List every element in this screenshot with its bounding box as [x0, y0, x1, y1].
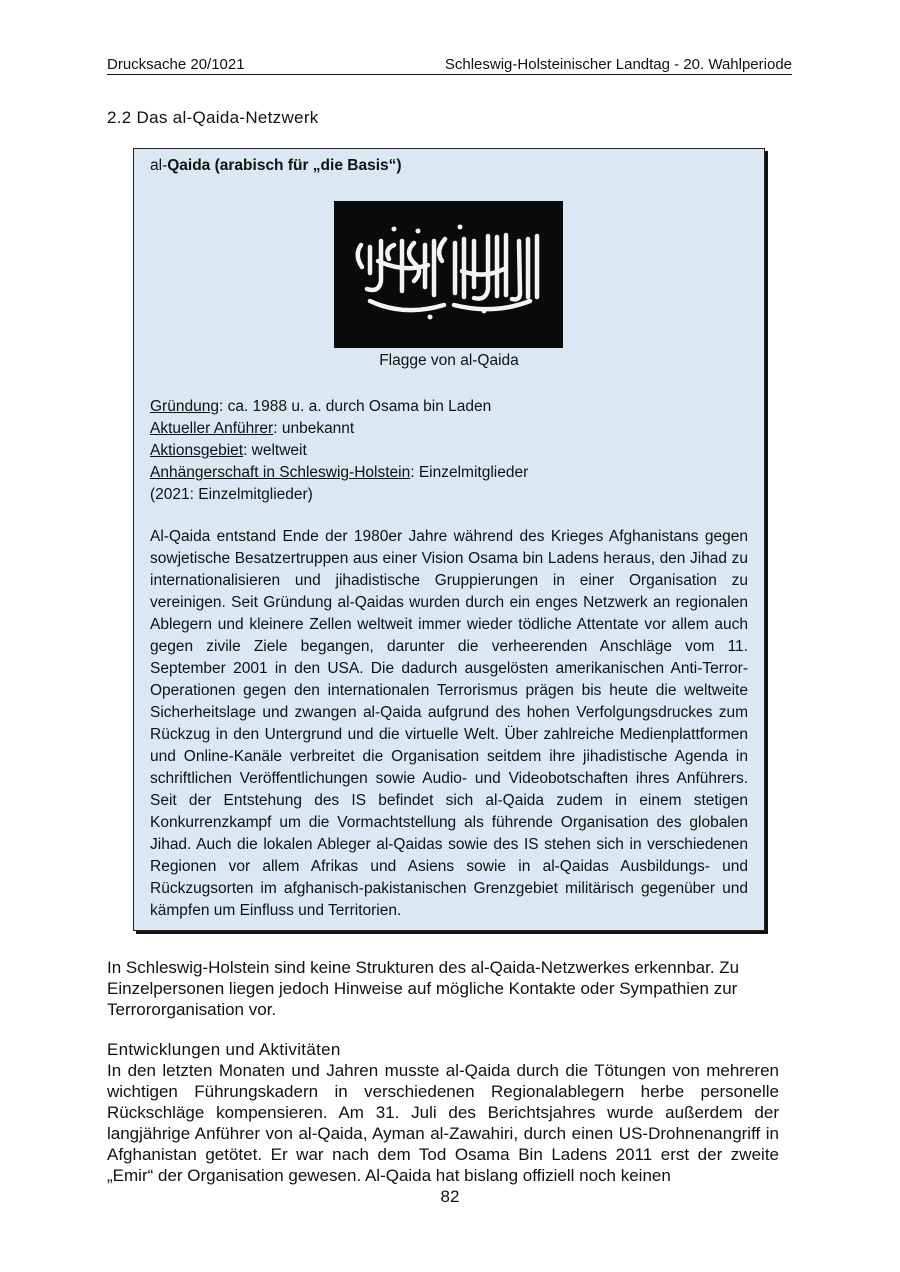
page-header	[107, 55, 792, 75]
fact-leader: Aktueller Anführer: unbekannt	[150, 420, 355, 437]
paragraph-structures: In Schleswig-Holstein sind keine Strukturen des al-Qaida-Netzwerkes erkennbar. Zu Einzelpersonen liegen jedoch Hinweise auf mögliche Kontakte oder Sympathien zur Terrororganisation vor.	[107, 958, 740, 1019]
flag-image	[334, 201, 563, 348]
flag-calligraphy-graphic	[334, 201, 563, 348]
info-box-title: al-Qaida (arabisch für „die Basis“)	[150, 157, 402, 174]
fact-followers: Anhängerschaft in Schleswig-Holstein: Einzelmitglieder	[150, 464, 529, 481]
parliament-name: Schleswig-Holsteinischer Landtag - 20. Wahlperiode	[444, 56, 792, 73]
flag-caption: Flagge von al-Qaida	[379, 352, 519, 369]
info-box	[133, 148, 765, 931]
section-title: 2.2 Das al-Qaida-Netzwerk	[107, 108, 319, 127]
page-number: 82	[440, 1187, 460, 1206]
subheading-developments: Entwicklungen und Aktivitäten	[107, 1040, 341, 1059]
info-box-text: Al-Qaida entstand Ende der 1980er Jahre während des Krieges Afghanistans gegen sowjetische Besatzertruppen aus einer Vision Osama bin Ladens heraus, den Jihad zu internationalisieren und jihadistische Gruppierungen in einer Organisation zu vereinigen. Seit Gründung al-Qaidas wurden durch ein enges Netzwerk an regionalen Ablegern und kleinere Zellen weltweit immer wieder tödliche Attentate vor allem auch gegen zivile Ziele begangen, darunter die verheerenden Anschläge vom 11. September 2001 in den USA. Die dadurch ausgelösten amerikanischen Anti-Terror-Operationen gegen den internationalen Terrorismus prägen bis heute die weltweite Sicherheitslage und zwangen al-Qaida aufgrund des hohen Verfolgungsdruckes zum Rückzug in den Untergrund und die virtuelle Welt. Über zahlreiche Medienplattformen und Online-Kanäle verbreitet die Organisation seitdem ihre jihadistische Agenda in schriftlichen Veröffentlichungen sowie Audio- und Videobotschaften ihres Anführers. Seit der Entstehung des IS befindet sich al-Qaida zudem in einem stetigen Konkurrenzkampf um die Vormachtstellung als führende Organisation des globalen Jihad. Auch die lokalen Ableger al-Qaidas sowie des IS stehen sich in verschiedenen Regionen vor allem Afrikas und Asiens sowie in al-Qaidas Ausbildungs- und Rückzugsorten im afghanisch-pakistanischen Grenzgebiet militärisch gegenüber und kämpfen um Einfluss und Territorien.	[150, 528, 748, 919]
facts-list	[150, 396, 528, 506]
document-number: Drucksache 20/1021	[107, 56, 245, 73]
paragraph-developments: In den letzten Monaten und Jahren musste al-Qaida durch die Tötungen von mehreren wichtigen Führungskadern in verschiedenen Regionalablegern herbe personelle Rückschläge kompensieren. Am 31. Juli des Berichtsjahres wurde außerdem der langjährige Anführer von al-Qaida, Ayman al-Zawahiri, durch einen US-Drohnenangriff in Afghanistan getötet. Er war nach dem Tod Osama Bin Ladens 2011 erst der zweite „Emir“ der Organisation gewesen. Al-Qaida hat bislang offiziell noch keinen	[107, 1061, 779, 1185]
fact-followers-previous: (2021: Einzelmitglieder)	[150, 486, 313, 503]
fact-founding: Gründung: ca. 1988 u. a. durch Osama bin Laden	[150, 398, 492, 415]
fact-area: Aktionsgebiet: weltweit	[150, 442, 307, 459]
